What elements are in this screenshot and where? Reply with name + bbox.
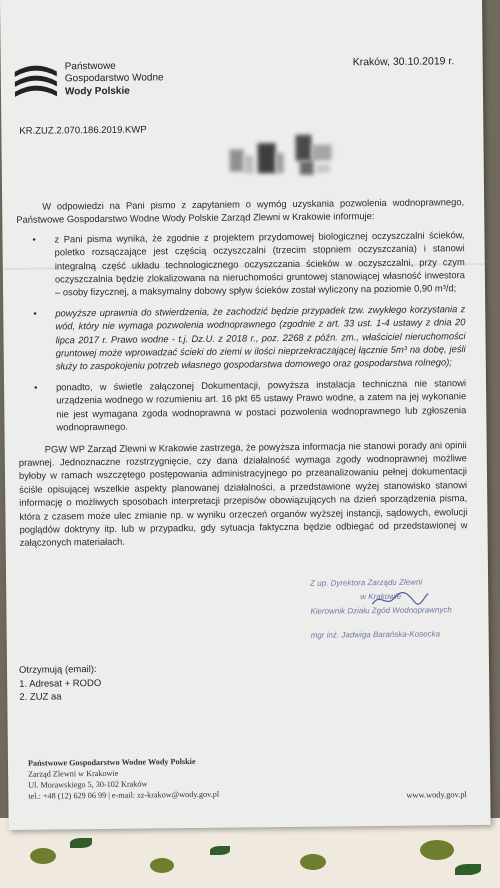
- intro-paragraph: W odpowiedzi na Pani pismo z zapytaniem o wymóg uzyskania pozwolenia wodnoprawnego, Państwowe Gospodarstwo Wodne Wody Polskie Zarząd Zlewni w Krakowie informuje:: [16, 196, 465, 226]
- logo-text-line2: Gospodarstwo Wodne: [64, 72, 164, 85]
- footer-address: Ul. Morawskiego 5, 30-102 Kraków: [28, 779, 148, 790]
- stamp-line: mgr inż. Jadwiga Barańska-Kosecka: [310, 629, 441, 640]
- olive-pattern: [150, 858, 174, 873]
- footer-org: Państwowe Gospodarstwo Wodne Wody Polskie: [27, 756, 196, 768]
- recipients-label: Otrzymują (email):: [18, 664, 97, 676]
- footer-contact: tel.: +48 (12) 629 06 99 | e-mail: zz-krakow@wody.gov.pl: [28, 789, 220, 801]
- leaf-pattern: [210, 846, 230, 855]
- olive-pattern: [30, 848, 56, 864]
- stamp-line: Z up. Dyrektora Zarządu Zlewni: [310, 577, 423, 588]
- recipient-item: 2. ZUZ aa: [19, 691, 62, 703]
- letter-footer: [28, 756, 219, 802]
- waves-logo-icon: [13, 61, 59, 105]
- list-item: • powyższe uprawnia do stwierdzenia, że zachodzić będzie przypadek tzw. zwykłego korzystania z wód, który nie wymaga pozwolenia wodnoprawnego (zgodnie z art. 33 ust. 1-4 ustawy z dnia 20 lipca 2017 r. Prawo wodne - t.j. Dz.U. z 2018 r., poz. 2268 z późn. zm., właściciel nieruchomości gruntowej może wprowadzać ścieki do ziemi w ilości nieprzekraczającej łącznie 5m³ na dobę, jeśli służy to zaspokojeniu potrzeb własnego gospodarstwa domowego oraz gospodarstwa rolnego);: [55, 302, 466, 373]
- stamp-line: Kierownik Działu Zgód Wodnoprawnych: [310, 605, 452, 616]
- recipient-item: 1. Adresat + RODO: [19, 677, 102, 690]
- disclaimer-paragraph: PGW WP Zarząd Zlewni w Krakowie zastrzega, że powyższa informacja nie stanowi porady ani opinii prawnej. Jednoznaczne rozstrzygnięcie, czy dana działalność wymaga zgody wodnoprawnej możliwe byłoby w ramach wszczętego postępowania administracyjnego po przeanalizowaniu pełnej dokumentacji ściśle opisującej wszelkie aspekty planowanej działalności, a przedstawione wyżej stanowisko stanowi informację o możliwych sposobach interpretacji przepisów obowiązujących na dzień sporządzenia pisma, która z czasem może ulec zmianie np. w wyniku orzeczeń organów wyższej instancji, sądowych, ewolucji poglądów doktryny itp. lub w przypadku, gdy sytuacja faktyczna będzie odbiegać od przedstawionej w załączonych materiałach.: [18, 438, 468, 549]
- list-item: • ponadto, w świetle załączonej Dokumentacji, powyższa instalacja techniczna nie stanowi urządzenia wodnego w rozumieniu art. 16 pkt 65 ustawy Prawo wodne, a zatem na jej wykonanie nie jest wymagana zgoda wodnoprawna w postaci pozwolenia wodnoprawnego lub zgłoszenia wodnoprawnego.: [56, 376, 467, 434]
- leaf-pattern: [455, 864, 481, 875]
- logo-text-line1: Państwowe: [64, 60, 116, 73]
- logo-text-line3: Wody Polskie: [64, 85, 130, 98]
- handwritten-signature-icon: [370, 590, 430, 611]
- recipients-block: [19, 663, 102, 704]
- footer-unit: Zarząd Zlewni w Krakowie: [28, 768, 119, 779]
- letter-date: Kraków, 30.10.2019 r.: [352, 55, 455, 69]
- olive-pattern: [300, 854, 326, 870]
- reference-number: KR.ZUZ.2.070.186.2019.KWP: [19, 124, 147, 137]
- footer-website: www.wody.gov.pl: [406, 790, 467, 800]
- stamp-line: w Krakowie: [360, 591, 402, 602]
- letter-body: [16, 195, 468, 549]
- olive-pattern: [420, 840, 454, 860]
- signature-stamp: [310, 575, 491, 643]
- list-item: • z Pani pisma wynika, że zgodnie z projektem przydomowej biologicznej oczyszczalni ścieków, poletko rozsączające jest częścią oczyszczalni (trzecim stopniem oczyszczania) i stanowi integralną część układu technologicznego oczyszczania ścieków w oczyszczalni, przy czym oczyszczalnia będzie zlokalizowana na nieruchomości gruntowej stanowiącej własność inwestora – osoby fizycznej, a maksymalny dobowy spływ ścieków został wyliczony na poziomie 0,90 m³/d;: [54, 228, 465, 299]
- leaf-pattern: [70, 838, 92, 848]
- findings-list: [16, 228, 466, 434]
